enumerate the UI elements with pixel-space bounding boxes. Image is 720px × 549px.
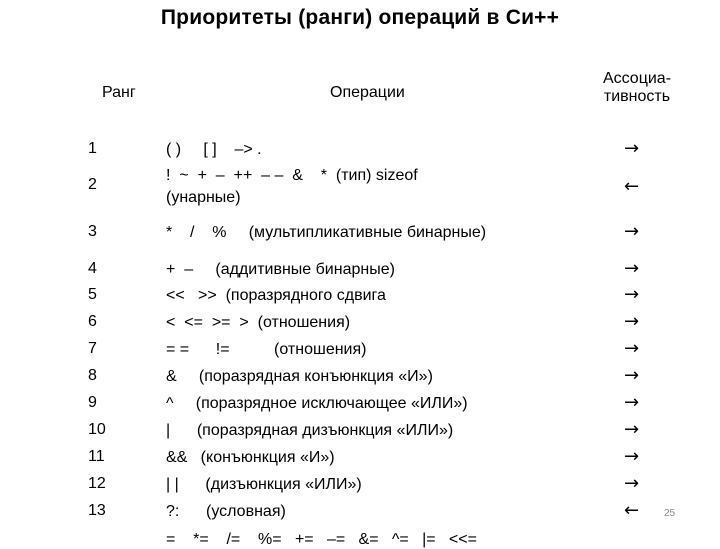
right-arrow-icon: → [624,338,640,359]
rank-13: 13 [88,502,106,519]
left-arrow-icon: ← [624,176,640,197]
rank-9: 9 [88,394,97,411]
associativity-header-line2: тивность [603,88,671,105]
associativity-header [594,70,680,106]
rank-5: 5 [88,286,97,303]
right-arrow-icon: → [624,311,640,332]
left-arrow-icon: ← [624,500,640,521]
ops-rank-9: ^ (поразрядное исключающее «ИЛИ») [166,395,468,412]
ops-rank-1: ( ) [ ] –> . [166,141,262,158]
ops-rank-4: + – (аддитивные бинарные) [166,261,395,278]
rank-6: 6 [88,313,97,330]
rank-header: Ранг [102,84,136,101]
page-title: Приоритеты (ранги) операций в Си++ [160,6,560,29]
right-arrow-icon: → [624,446,640,467]
operations-header: Операции [330,84,405,101]
right-arrow-icon: → [624,473,640,494]
rank-1: 1 [88,140,97,157]
right-arrow-icon: → [624,392,640,413]
ops-rank-2-note: (унарные) [166,189,241,206]
ops-rank-10: | (поразрядная дизъюнкция «ИЛИ») [166,422,454,439]
ops-rank-6: < <= >= > (отношения) [166,314,351,331]
ops-rank-7: = = != (отношения) [166,341,367,358]
ops-rank-5: << >> (поразрядного сдвига [166,287,386,304]
ops-rank-14-cut-off: = *= /= %= += –= &= ^= |= <<= [166,531,477,548]
page-number: 25 [664,508,676,519]
rank-4: 4 [88,260,97,277]
right-arrow-icon: → [624,258,640,279]
rank-8: 8 [88,367,97,384]
right-arrow-icon: → [624,221,640,242]
ops-rank-2: ! ~ + – ++ – – & * (тип) sizeof [166,167,418,184]
right-arrow-icon: → [624,138,640,159]
associativity-header-line1: Ассоциа- [602,70,672,87]
ops-rank-12: | | (дизъюнкция «ИЛИ») [166,476,362,493]
rank-11: 11 [88,448,105,465]
rank-12: 12 [88,475,106,492]
ops-rank-8: & (поразрядная конъюнкция «И») [166,368,433,385]
right-arrow-icon: → [624,419,640,440]
ops-rank-13: ?: (условная) [166,503,286,520]
ops-rank-11: && (конъюнкция «И») [166,449,335,466]
rank-2: 2 [88,176,97,193]
right-arrow-icon: → [624,365,640,386]
ops-rank-3: * / % (мультипликативные бинарные) [166,224,487,241]
rank-3: 3 [88,223,97,240]
rank-7: 7 [88,340,97,357]
right-arrow-icon: → [624,284,640,305]
rank-10: 10 [88,421,106,438]
